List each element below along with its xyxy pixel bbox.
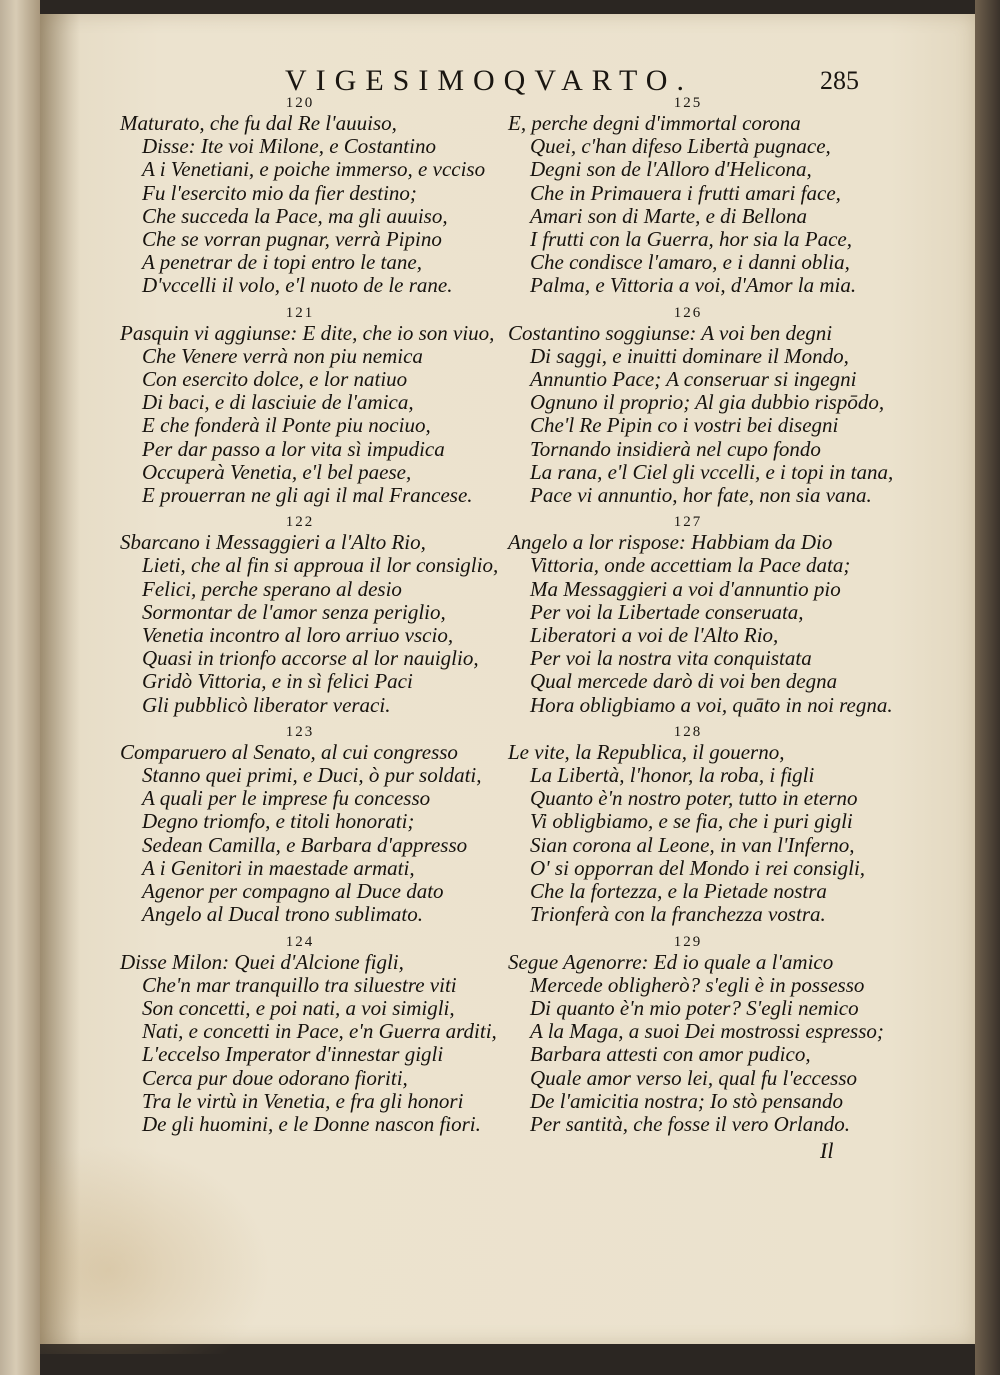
verse-line: Che'n mar tranquillo tra siluestre viti xyxy=(142,972,457,997)
verse-line: Quei, c'han difeso Libertà pugnace, xyxy=(530,134,831,159)
verse-line: Son concetti, e poi nati, a voi simigli, xyxy=(142,995,455,1020)
verse-line: Venetia incontro al loro arriuo vscio, xyxy=(142,623,454,648)
stanza xyxy=(508,725,908,927)
verse-line: Amari son di Marte, e di Bellona xyxy=(530,203,808,228)
verse-line: Degni son de l'Alloro d'Helicona, xyxy=(530,157,812,182)
stanza-number: 122 xyxy=(285,514,315,531)
stanza-number: 123 xyxy=(285,723,315,740)
verse-line: Palma, e Vittoria a voi, d'Amor la mia. xyxy=(530,273,857,298)
verse-line: Quasi in trionfo accorse al lor nauiglio, xyxy=(142,646,479,671)
verse-line: Per voi la Libertade conseruata, xyxy=(530,599,804,624)
verse-line: Disse Milon: Quei d'Alcione figli, xyxy=(120,949,404,974)
verse-line: Barbara attesti con amor pudico, xyxy=(530,1042,811,1067)
verse-line: Comparuero al Senato, al cui congresso xyxy=(120,739,458,764)
verse-line: A i Genitori in maestade armati, xyxy=(142,855,415,880)
verse-line: Agenor per compagno al Duce dato xyxy=(142,879,444,904)
verse-line: Le vite, la Republica, il gouerno, xyxy=(508,739,785,764)
verse-line: Felici, perche sperano al desio xyxy=(142,576,402,601)
catchword: Il xyxy=(820,1138,834,1163)
verse-line: Angelo a lor rispose: Habbiam da Dio xyxy=(508,530,833,555)
verse-line: Sbarcano i Messaggieri a l'Alto Rio, xyxy=(120,530,426,555)
page-number: 285 xyxy=(820,66,859,95)
verse-line: Mercede obligherò? s'egli è in possesso xyxy=(530,972,865,997)
verse-line: Costantino soggiunse: A voi ben degni xyxy=(508,320,833,345)
verse-line: Tornando insidierà nel cupo fondo xyxy=(530,436,821,461)
verse-line: Gli pubblicò liberator veraci. xyxy=(142,692,391,717)
verse-line: La rana, e'l Ciel gli vccelli, e i topi in tana, xyxy=(530,459,894,484)
verse-line: Occuperà Venetia, e'l bel paese, xyxy=(142,459,412,484)
verse-line: Lieti, che al fin si approua il lor consiglio, xyxy=(142,553,499,578)
verse-line: De gli huomini, e le Donne nascon fiori. xyxy=(142,1111,481,1136)
stanza-number: 127 xyxy=(673,514,703,531)
stanza xyxy=(120,96,520,298)
stanza xyxy=(120,725,520,927)
verse-line: Di saggi, e inuitti dominare il Mondo, xyxy=(530,343,849,368)
verse-line: De l'amicitia nostra; Io stò pensando xyxy=(530,1088,844,1113)
verse-line: Stanno quei primi, e Duci, ò pur soldati, xyxy=(142,763,482,788)
verse-line: Annuntio Pace; A conseruar si ingegni xyxy=(530,367,857,392)
verse-line: Che Venere verrà non piu nemica xyxy=(142,343,423,368)
stanza xyxy=(120,306,520,508)
verse-line: Per dar passo a lor vita sì impudica xyxy=(142,436,445,461)
verse-line: Trionferà con la franchezza vostra. xyxy=(530,902,826,927)
verse-line: Che condisce l'amaro, e i danni oblia, xyxy=(530,250,850,275)
stanza-number: 129 xyxy=(673,933,703,950)
verse-line: Pace vi annuntio, hor fate, non sia vana. xyxy=(530,483,872,508)
verse-line: Hora obligbiamo a voi, quāto in noi regna. xyxy=(530,692,893,717)
verse-line: E prouerran ne gli agi il mal Francese. xyxy=(142,483,473,508)
verse-line: Liberatori a voi de l'Alto Rio, xyxy=(530,623,779,648)
verse-line: E che fonderà il Ponte piu nociuo, xyxy=(142,413,431,438)
stanza-number: 124 xyxy=(285,933,315,950)
verse-line: Vi obligbiamo, e se fia, che i puri gigli xyxy=(530,809,853,834)
verse-line: Di quanto è'n mio poter? S'egli nemico xyxy=(530,995,859,1020)
verse-line: Pasquin vi aggiunse: E dite, che io son viuo, xyxy=(120,320,495,345)
page-right-shadow xyxy=(975,0,1000,1375)
verse-line: Fu l'esercito mio da fier destino; xyxy=(142,180,417,205)
adjacent-page-edge xyxy=(0,0,40,1375)
verse-line: Cerca pur doue odorano fioriti, xyxy=(142,1065,408,1090)
stanza-number: 120 xyxy=(285,95,315,111)
verse-line: Che se vorran pugnar, verrà Pipino xyxy=(142,227,442,252)
verse-line: A penetrar de i topi entro le tane, xyxy=(142,250,422,275)
verse-line: L'eccelso Imperator d'innestar gigli xyxy=(142,1042,444,1067)
stanza xyxy=(508,515,908,717)
verse-line: Sian corona al Leone, in van l'Inferno, xyxy=(530,832,855,857)
verse-line: Degno triomfo, e titoli honorati; xyxy=(142,809,415,834)
stanza-number: 125 xyxy=(673,95,703,111)
stanza xyxy=(120,515,520,717)
verse-line: Quanto è'n nostro poter, tutto in eterno xyxy=(530,786,858,811)
verse-line: Che in Primauera i frutti amari face, xyxy=(530,180,841,205)
stanza xyxy=(508,96,908,298)
verse-line: D'vccelli il volo, e'l nuoto de le rane. xyxy=(142,273,453,298)
verse-line: Tra le virtù in Venetia, e fra gli honori xyxy=(142,1088,464,1113)
verse-line: Per santità, che fosse il vero Orlando. xyxy=(530,1111,851,1136)
verse-line: Angelo al Ducal trono sublimato. xyxy=(142,902,423,927)
verse-line: Vittoria, onde accettiam la Pace data; xyxy=(530,553,851,578)
verse-line: Che succeda la Pace, ma gli auuiso, xyxy=(142,203,448,228)
verse-line: Qual mercede darò di voi ben degna xyxy=(530,669,838,694)
stanza xyxy=(120,935,520,1137)
verse-line: A la Maga, a suoi Dei mostrossi espresso; xyxy=(530,1019,884,1044)
running-head: VIGESIMOQVARTO. xyxy=(285,64,693,97)
verse-line: Che la fortezza, e la Pietade nostra xyxy=(530,879,827,904)
water-stain xyxy=(40,1144,270,1354)
stanza-number: 121 xyxy=(285,304,315,321)
verse-line: Nati, e concetti in Pace, e'n Guerra arditi, xyxy=(142,1019,497,1044)
verse-line: I frutti con la Guerra, hor sia la Pace, xyxy=(530,227,852,252)
stanza-number: 126 xyxy=(673,304,703,321)
left-column xyxy=(120,96,520,1144)
stanza-number: 128 xyxy=(673,723,703,740)
right-column xyxy=(508,96,908,1144)
verse-line: Gridò Vittoria, e in sì felici Paci xyxy=(142,669,413,694)
verse-line: A i Venetiani, e poiche immerso, e vcciso xyxy=(142,157,486,182)
verse-line: E, perche degni d'immortal corona xyxy=(508,111,801,135)
verse-line: Di baci, e di lasciuie de l'amica, xyxy=(142,390,414,415)
verse-line: Ma Messaggieri a voi d'annuntio pio xyxy=(530,576,841,601)
verse-line: O' si opporran del Mondo i rei consigli, xyxy=(530,855,866,880)
verse-line: Sormontar de l'amor senza periglio, xyxy=(142,599,446,624)
verse-line: La Libertà, l'honor, la roba, i figli xyxy=(530,763,815,788)
verse-line: Quale amor verso lei, qual fu l'eccesso xyxy=(530,1065,858,1090)
verse-line: Ognuno il proprio; Al gia dubbio rispōdo, xyxy=(530,390,885,415)
verse-line: Disse: Ite voi Milone, e Costantino xyxy=(142,134,436,159)
verse-line: A quali per le imprese fu concesso xyxy=(142,786,431,811)
stanza xyxy=(508,306,908,508)
verse-line: Per voi la nostra vita conquistata xyxy=(530,646,812,671)
verse-line: Segue Agenorre: Ed io quale a l'amico xyxy=(508,949,834,974)
stanza xyxy=(508,935,908,1137)
verse-line: Maturato, che fu dal Re l'auuiso, xyxy=(120,111,397,135)
verse-line: Con esercito dolce, e lor natiuo xyxy=(142,367,408,392)
verse-line: Che'l Re Pipin co i vostri bei disegni xyxy=(530,413,839,438)
verse-line: Sedean Camilla, e Barbara d'appresso xyxy=(142,832,468,857)
